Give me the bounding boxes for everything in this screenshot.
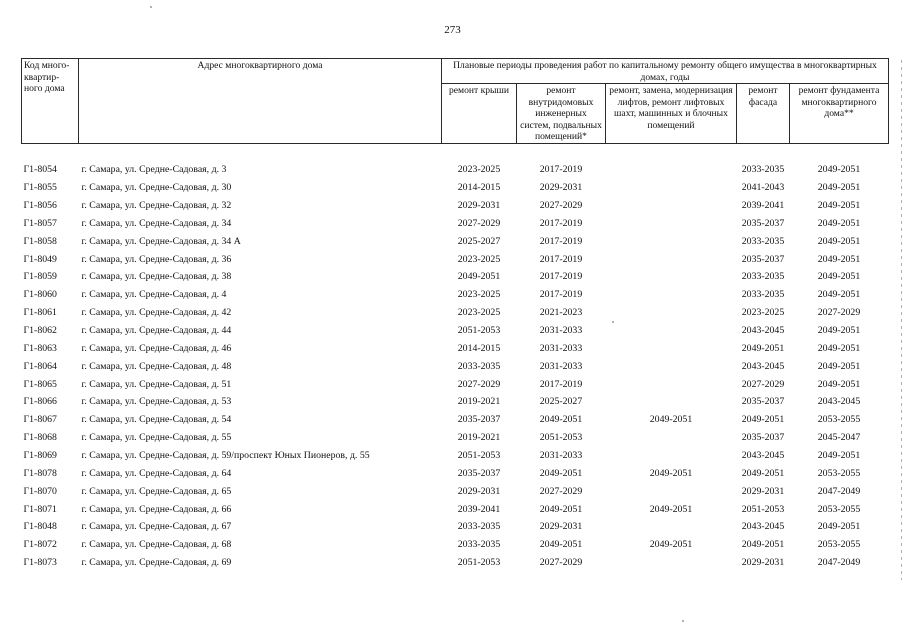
table-row	[22, 233, 889, 251]
table-row	[22, 536, 889, 554]
cell-foundation: 2053-2055	[817, 467, 861, 479]
page-number: 273	[444, 24, 461, 36]
cell-address: г. Самара, ул. Средне-Садовая, д. 53	[81, 396, 232, 408]
table-row	[22, 304, 889, 322]
cell-address: г. Самара, ул. Средне-Садовая, д. 42	[81, 307, 232, 319]
cell-code: Г1-8078	[23, 467, 57, 479]
cell-roof: 2051-2053	[457, 450, 501, 462]
cell-facade: 2033-2035	[741, 271, 785, 283]
header-roof: ремонт крыши	[442, 84, 517, 144]
scan-speck	[682, 620, 684, 622]
cell-address: г. Самара, ул. Средне-Садовая, д. 55	[81, 432, 232, 444]
cell-engineering: 2027-2029	[539, 485, 583, 497]
cell-facade: 2049-2051	[741, 342, 785, 354]
cell-roof: 2027-2029	[457, 378, 501, 390]
cell-address: г. Самара, ул. Средне-Садовая, д. 69	[81, 557, 232, 569]
cell-code: Г1-8072	[23, 539, 57, 551]
cell-roof: 2029-2031	[457, 485, 501, 497]
cell-foundation: 2049-2051	[817, 450, 861, 462]
cell-facade: 2049-2051	[741, 539, 785, 551]
cell-address: г. Самара, ул. Средне-Садовая, д. 65	[81, 485, 232, 497]
cell-elevators: 2049-2051	[649, 414, 693, 426]
table-row	[22, 411, 889, 429]
cell-foundation: 2049-2051	[817, 182, 861, 194]
cell-engineering: 2031-2033	[539, 360, 583, 372]
cell-engineering: 2017-2019	[539, 378, 583, 390]
cell-engineering: 2049-2051	[539, 414, 583, 426]
cell-code: Г1-8061	[23, 307, 57, 319]
cell-engineering: 2017-2019	[539, 253, 583, 265]
header-periods-group: Плановые периоды проведения работ по капитальному ремонту общего имущества в многоквартирных домах, годы	[442, 59, 889, 84]
table-body	[22, 143, 889, 572]
table-row	[22, 447, 889, 465]
cell-roof: 2051-2053	[457, 557, 501, 569]
cell-elevators	[606, 197, 737, 215]
cell-address: г. Самара, ул. Средне-Садовая, д. 4	[81, 289, 227, 301]
cell-roof: 2033-2035	[457, 360, 501, 372]
cell-elevators	[606, 286, 737, 304]
cell-facade: 2033-2035	[741, 235, 785, 247]
table-header	[22, 59, 889, 144]
cell-facade: 2043-2045	[741, 450, 785, 462]
cell-code: Г1-8063	[23, 342, 57, 354]
cell-address: г. Самара, ул. Средне-Садовая, д. 68	[81, 539, 232, 551]
cell-roof: 2023-2025	[457, 289, 501, 301]
cell-engineering: 2017-2019	[539, 217, 583, 229]
cell-facade: 2029-2031	[741, 557, 785, 569]
header-elevators: ремонт, замена, модернизация лифтов, ремонт лифтовых шахт, машинных и блочных помещений	[606, 84, 737, 144]
table-row	[22, 161, 889, 179]
cell-engineering: 2027-2029	[539, 557, 583, 569]
cell-facade: 2043-2045	[741, 325, 785, 337]
cell-facade: 2027-2029	[741, 378, 785, 390]
table-row	[22, 483, 889, 501]
cell-facade: 2043-2045	[741, 521, 785, 533]
cell-elevators	[606, 447, 737, 465]
cell-engineering: 2031-2033	[539, 325, 583, 337]
cell-engineering: 2017-2019	[539, 235, 583, 247]
cell-engineering: 2049-2051	[539, 503, 583, 515]
cell-elevators	[606, 251, 737, 269]
table-row	[22, 215, 889, 233]
header-facade: ремонт фасада	[737, 84, 790, 144]
cell-roof: 2035-2037	[457, 467, 501, 479]
cell-code: Г1-8068	[23, 432, 57, 444]
cell-code: Г1-8057	[23, 217, 57, 229]
cell-foundation: 2047-2049	[817, 485, 861, 497]
cell-facade: 2043-2045	[741, 360, 785, 372]
cell-foundation: 2049-2051	[817, 217, 861, 229]
cell-address: г. Самара, ул. Средне-Садовая, д. 36	[81, 253, 232, 265]
cell-roof: 2014-2015	[457, 342, 501, 354]
cell-address: г. Самара, ул. Средне-Садовая, д. 59/проспект Юных Пионеров, д. 55	[81, 450, 370, 462]
capital-repair-schedule-table	[21, 58, 889, 572]
cell-foundation: 2043-2045	[817, 396, 861, 408]
scan-speck	[612, 321, 614, 323]
header-foundation: ремонт фундамента многоквартирного дома**	[790, 84, 889, 144]
cell-foundation: 2049-2051	[817, 271, 861, 283]
cell-foundation: 2049-2051	[817, 521, 861, 533]
cell-facade: 2023-2025	[741, 307, 785, 319]
header-engineering: ремонт внутридомовых инженерных систем, подвальных помещений*	[517, 84, 606, 144]
cell-facade: 2049-2051	[741, 467, 785, 479]
cell-code: Г1-8066	[23, 396, 57, 408]
cell-address: г. Самара, ул. Средне-Садовая, д. 3	[81, 164, 227, 176]
cell-roof: 2019-2021	[457, 396, 501, 408]
cell-facade: 2035-2037	[741, 217, 785, 229]
cell-engineering: 2031-2033	[539, 450, 583, 462]
cell-facade: 2041-2043	[741, 182, 785, 194]
cell-engineering: 2051-2053	[539, 432, 583, 444]
cell-code: Г1-8048	[23, 521, 57, 533]
cell-address: г. Самара, ул. Средне-Садовая, д. 54	[81, 414, 232, 426]
cell-roof: 2039-2041	[457, 503, 501, 515]
cell-foundation: 2027-2029	[817, 307, 861, 319]
cell-code: Г1-8060	[23, 289, 57, 301]
cell-address: г. Самара, ул. Средне-Садовая, д. 66	[81, 503, 232, 515]
cell-address: г. Самара, ул. Средне-Садовая, д. 32	[81, 200, 232, 211]
cell-foundation: 2049-2051	[817, 289, 861, 301]
cell-elevators	[606, 376, 737, 394]
cell-elevators	[606, 304, 737, 322]
cell-facade: 2039-2041	[741, 200, 785, 211]
cell-engineering: 2029-2031	[539, 182, 583, 194]
cell-roof: 2019-2021	[457, 432, 501, 444]
cell-roof: 2025-2027	[457, 235, 501, 247]
cell-code: Г1-8055	[23, 182, 57, 194]
cell-elevators	[606, 161, 737, 179]
cell-facade: 2049-2051	[741, 414, 785, 426]
table-row	[22, 197, 889, 215]
cell-roof: 2051-2053	[457, 325, 501, 337]
cell-code: Г1-8065	[23, 378, 57, 390]
cell-elevators	[606, 179, 737, 197]
cell-roof: 2033-2035	[457, 521, 501, 533]
table-row	[22, 358, 889, 376]
cell-address: г. Самара, ул. Средне-Садовая, д. 34	[81, 217, 232, 229]
cell-roof: 2049-2051	[457, 271, 501, 283]
table-row	[22, 269, 889, 287]
cell-elevators	[606, 269, 737, 287]
table-row	[22, 286, 889, 304]
cell-address: г. Самара, ул. Средне-Садовая, д. 38	[81, 271, 232, 283]
cell-code: Г1-8059	[23, 271, 57, 283]
cell-roof: 2023-2025	[457, 307, 501, 319]
table-row	[22, 429, 889, 447]
header-address: Адрес многоквартирного дома	[79, 59, 442, 144]
cell-roof: 2023-2025	[457, 253, 501, 265]
cell-foundation: 2049-2051	[817, 253, 861, 265]
cell-foundation: 2049-2051	[817, 200, 861, 211]
cell-facade: 2029-2031	[741, 485, 785, 497]
table-row	[22, 179, 889, 197]
table-row	[22, 519, 889, 537]
cell-elevators	[606, 483, 737, 501]
cell-foundation: 2049-2051	[817, 360, 861, 372]
cell-elevators	[606, 519, 737, 537]
cell-elevators	[606, 215, 737, 233]
cell-facade: 2033-2035	[741, 289, 785, 301]
cell-address: г. Самара, ул. Средне-Садовая, д. 51	[81, 378, 232, 390]
cell-engineering: 2031-2033	[539, 342, 583, 354]
cell-facade: 2035-2037	[741, 432, 785, 444]
cell-code: Г1-8056	[23, 200, 57, 211]
cell-elevators	[606, 322, 737, 340]
cell-roof: 2014-2015	[457, 182, 501, 194]
cell-roof: 2033-2035	[457, 539, 501, 551]
cell-address: г. Самара, ул. Средне-Садовая, д. 46	[81, 342, 232, 354]
cell-elevators	[606, 340, 737, 358]
table-row	[22, 376, 889, 394]
cell-elevators: 2049-2051	[649, 467, 693, 479]
cell-address: г. Самара, ул. Средне-Садовая, д. 30	[81, 182, 232, 194]
table-row	[22, 340, 889, 358]
table-row	[22, 322, 889, 340]
cell-code: Г1-8058	[23, 235, 57, 247]
scan-edge-mark	[901, 60, 902, 580]
cell-code: Г1-8054	[23, 164, 57, 176]
cell-elevators	[606, 394, 737, 412]
cell-code: Г1-8069	[23, 450, 57, 462]
cell-code: Г1-8067	[23, 414, 57, 426]
cell-engineering: 2027-2029	[539, 200, 583, 211]
cell-foundation: 2049-2051	[817, 325, 861, 337]
cell-roof: 2023-2025	[457, 164, 501, 176]
table-row	[22, 465, 889, 483]
cell-foundation: 2049-2051	[817, 164, 861, 176]
cell-elevators: 2049-2051	[649, 503, 693, 515]
cell-foundation: 2049-2051	[817, 342, 861, 354]
table-row	[22, 554, 889, 572]
table-row	[22, 251, 889, 269]
cell-address: г. Самара, ул. Средне-Садовая, д. 67	[81, 521, 232, 533]
cell-engineering: 2017-2019	[539, 164, 583, 176]
cell-foundation: 2053-2055	[817, 414, 861, 426]
cell-address: г. Самара, ул. Средне-Садовая, д. 34 А	[81, 235, 241, 247]
cell-facade: 2035-2037	[741, 253, 785, 265]
row-spacer	[22, 143, 889, 161]
cell-engineering: 2021-2023	[539, 307, 583, 319]
cell-facade: 2035-2037	[741, 396, 785, 408]
cell-elevators	[606, 554, 737, 572]
cell-address: г. Самара, ул. Средне-Садовая, д. 48	[81, 360, 232, 372]
cell-elevators	[606, 358, 737, 376]
table-row	[22, 501, 889, 519]
cell-facade: 2033-2035	[741, 164, 785, 176]
cell-elevators	[606, 429, 737, 447]
header-code: Код много-квартир-ного дома	[22, 59, 79, 144]
cell-engineering: 2025-2027	[539, 396, 583, 408]
cell-engineering: 2049-2051	[539, 467, 583, 479]
cell-code: Г1-8062	[23, 325, 57, 337]
cell-roof: 2029-2031	[457, 200, 501, 211]
cell-code: Г1-8071	[23, 503, 57, 515]
cell-foundation: 2053-2055	[817, 539, 861, 551]
cell-foundation: 2049-2051	[817, 378, 861, 390]
cell-engineering: 2017-2019	[539, 271, 583, 283]
cell-address: г. Самара, ул. Средне-Садовая, д. 44	[81, 325, 232, 337]
cell-code: Г1-8049	[23, 253, 57, 265]
cell-code: Г1-8064	[23, 360, 57, 372]
cell-engineering: 2049-2051	[539, 539, 583, 551]
cell-elevators: 2049-2051	[649, 539, 693, 551]
cell-foundation: 2053-2055	[817, 503, 861, 515]
cell-facade: 2051-2053	[741, 503, 785, 515]
cell-engineering: 2017-2019	[539, 289, 583, 301]
cell-roof: 2027-2029	[457, 217, 501, 229]
table-row	[22, 394, 889, 412]
cell-engineering: 2029-2031	[539, 521, 583, 533]
cell-address: г. Самара, ул. Средне-Садовая, д. 64	[81, 467, 232, 479]
cell-foundation: 2049-2051	[817, 235, 861, 247]
cell-foundation: 2045-2047	[817, 432, 861, 444]
cell-elevators	[606, 233, 737, 251]
cell-code: Г1-8070	[23, 485, 57, 497]
cell-roof: 2035-2037	[457, 414, 501, 426]
cell-foundation: 2047-2049	[817, 557, 861, 569]
scan-speck	[150, 6, 152, 8]
cell-code: Г1-8073	[23, 557, 57, 569]
